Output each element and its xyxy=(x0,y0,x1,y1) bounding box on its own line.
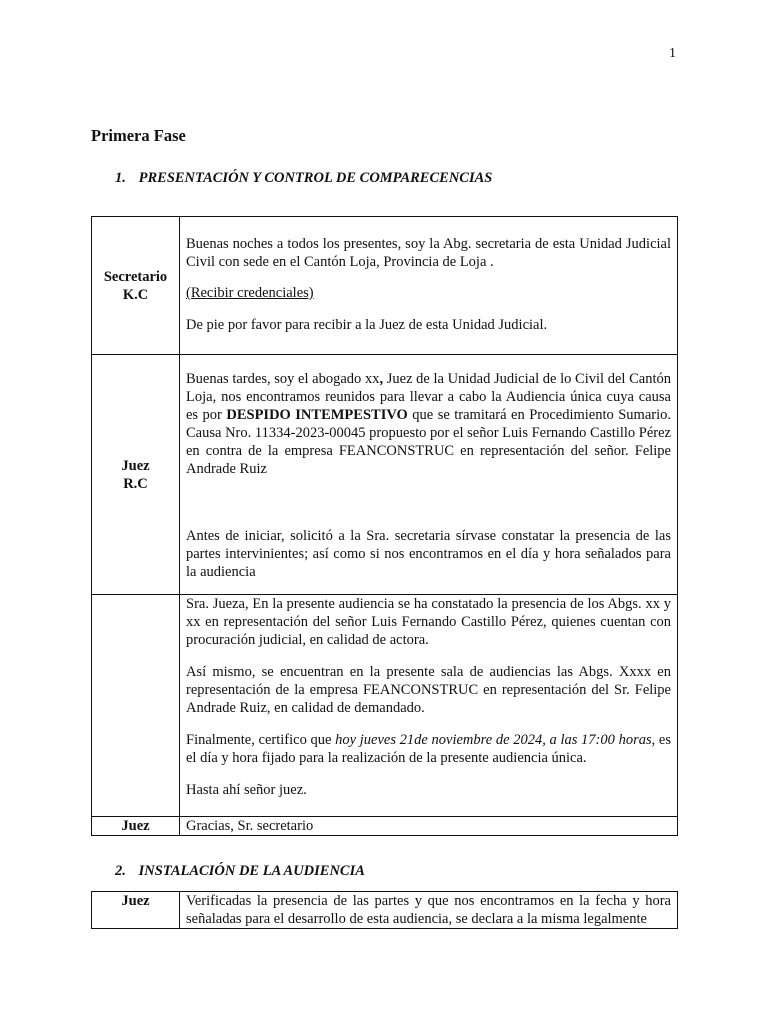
speaker-cell xyxy=(92,595,180,817)
dialog-text: Juez de la Unidad Judicial de lo Civil del Cantón Loja, nos encontramos reunidos para llevar a cabo la Audiencia única cuya causa es por xyxy=(186,371,671,423)
dialog-text: que se tramitará en Procedimiento Sumario. Causa Nro. 11334-2023-00045 propuesto por el señor Luis Fernando Castillo Pérez en contra de la empresa FEANCONSTRUC en representación del señor. Felipe Andrade Ruiz xyxy=(186,407,672,477)
dialog-paragraph: Antes de iniciar, solicitó a la Sra. secretaria sírvase constatar la presencia de las partes intervinientes; así como si nos encontramos en el día y hora señalados para la audiencia xyxy=(186,528,671,580)
dialog-paragraph: Hasta ahí señor juez. xyxy=(186,782,307,798)
dialog-paragraph: Así mismo, se encuentran en la presente sala de audiencias las Abgs. Xxxx en representación de la empresa FEANCONSTRUC en representación del Sr. Felipe Andrade Ruiz, en calidad de demandado. xyxy=(186,664,671,716)
dialog-paragraph: Buenas noches a todos los presentes, soy la Abg. secretaria de esta Unidad Judicial Civil con sede en el Cantón Loja, Provincia de Loja . xyxy=(186,236,671,270)
dialog-cell xyxy=(180,217,678,355)
section-title: PRESENTACIÓN Y CONTROL DE COMPARECENCIAS xyxy=(138,170,493,186)
dialog-cell xyxy=(180,355,678,595)
speaker-name: Juez xyxy=(121,818,150,834)
dialog-instruction: (Recibir credenciales) xyxy=(186,285,314,301)
phase-title: Primera Fase xyxy=(91,126,186,145)
table-row xyxy=(92,355,678,595)
speaker-cell xyxy=(92,817,180,836)
speaker-cell xyxy=(92,355,180,595)
section-title: INSTALACIÓN DE LA AUDIENCIA xyxy=(138,863,365,879)
dialog-text: , xyxy=(379,371,384,387)
section-heading-2 xyxy=(115,863,365,880)
dialog-text: Buenas tardes, soy el abogado xx xyxy=(186,371,380,387)
dialog-paragraph: Sra. Jueza, En la presente audiencia se ha constatado la presencia de los Abgs. xx y xx en representación del señor Luis Fernando Castillo Pérez, quienes cuentan con procuración judicial, en calidad de actora. xyxy=(186,596,671,648)
installation-table xyxy=(91,891,678,929)
dialog-paragraph: Verificadas la presencia de las partes y que nos encontramos en la fecha y hora señaladas para el desarrollo de esta audiencia, se declara a la misma legalmente xyxy=(186,893,671,927)
table-row xyxy=(92,892,678,929)
table-row xyxy=(92,595,678,817)
dialog-cell xyxy=(180,892,678,929)
speaker-name: Juez xyxy=(121,457,150,474)
speaker-initials: K.C xyxy=(122,286,149,303)
dialog-text: , es el día y hora fijado para la realización de la presente audiencia única. xyxy=(186,732,671,766)
dialog-paragraph xyxy=(186,370,671,478)
speaker-name: Juez xyxy=(121,893,150,909)
speaker-initials: R.C xyxy=(123,475,148,492)
page-number: 1 xyxy=(669,46,676,61)
dialog-paragraph: De pie por favor para recibir a la Juez de esta Unidad Judicial. xyxy=(186,317,548,333)
hearing-date: hoy jueves 21de noviembre de 2024, a las 17:00 horas xyxy=(335,732,652,748)
section-number: 1. xyxy=(115,170,126,186)
speaker-cell xyxy=(92,892,180,929)
section-number: 2. xyxy=(115,863,126,879)
dialog-text: Finalmente, certifico que xyxy=(186,732,336,748)
speaker-name: Secretario xyxy=(103,268,168,285)
dialog-cell xyxy=(180,595,678,817)
table-row xyxy=(92,217,678,355)
dialog-cell xyxy=(180,817,678,836)
section-heading-1 xyxy=(115,170,492,187)
dialog-paragraph xyxy=(186,731,671,767)
case-type: DESPIDO INTEMPESTIVO xyxy=(226,407,408,423)
dialog-paragraph: Gracias, Sr. secretario xyxy=(186,818,314,834)
speaker-cell xyxy=(92,217,180,355)
table-row xyxy=(92,817,678,836)
hearing-script-table xyxy=(91,216,678,836)
